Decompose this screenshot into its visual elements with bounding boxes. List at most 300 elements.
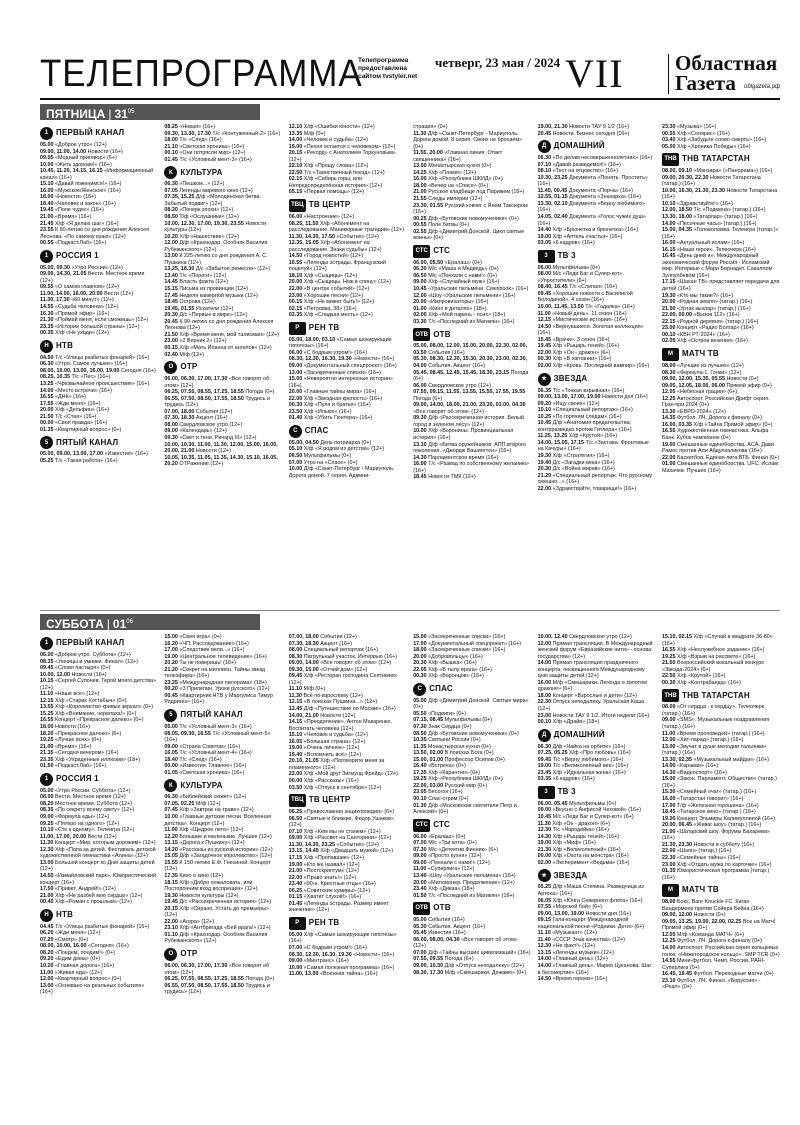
channel-block [413,634,531,680]
program-entry: 18.00 Концерт «Взрослые и дети» (12+) [537,692,638,699]
program-entry: 13.15 «Дорога к Пушкину» (12+) [164,840,245,847]
program-entry: 16.00 «Актуальный ислам» (16+) [662,240,745,247]
program-entry: 13.25, 18.30 Д/с «Забытое ремесло» (12+) [164,266,271,273]
channel-name: ТВ 3 [557,787,576,797]
program-entry: 06.00 Свердловское утро (12+) [413,382,491,389]
program-entry: 15.00, 04.35 «Головоломка. Телеигра (татар.)» (16+) [662,227,779,240]
program-entry: 14.00 «Караваи» (16+) [662,763,719,770]
channel-header [40,773,158,786]
program-entry: 17.35 Х/ф «Карантин» (0+) [413,769,481,776]
program-entry: 06.30 «Пешком...» (12+) [164,181,225,188]
friday-schedule [40,124,780,604]
program-entry: 09.00, 14.30, 21.05 Вести. Местное время (12+) [40,271,145,284]
channel-logo-icon: 1 [40,250,53,263]
channel-block [662,124,780,150]
program-entry: 13.25 «Чрезвычайное происшествие» (16+) [40,380,150,387]
program-entry: 11.00 «Время проповедей» (татар.) (16+) [662,730,765,737]
channel-block [538,373,656,493]
channel-header [538,140,656,153]
program-entry: 17.00 Т/ф «Железная горошина» (16+) [662,802,759,809]
program-entry: 00.20 «З Прилепин. Уроки русского» (12+) [164,686,270,693]
channel-header [662,348,780,361]
program-entry: 08.25, 10.35 Т/с «Пес» (16+) [40,374,111,381]
program-entry: 19.00 Т/с «Великолепный век» (16+) [537,763,629,770]
day-date: 31 [114,107,128,121]
program-entry: 08.50 Д/ф «Бутовские новомученики» (0+) [413,730,519,737]
program-entry: 10.00, 12.40 Свердловское утро (12+) [537,634,632,640]
program-entry: 06.25, 07.55, 08.55, 17.25, 18.55 Погода (0+) [164,976,275,983]
program-entry: 02.55 Д/ф «Димитрий Донской. Цикл святые воины» (0+) [413,228,525,242]
program-entry: 05.00 «Доброе утро» (12+) [40,142,107,148]
program-entry: 00.30 Х/ф «Воронцов» (16+) [413,673,484,680]
program-entry: 22.00 «Шаян» (татар.) (16+) [662,848,732,855]
program-entry: 16.00 «Татарстан говорит» (16+) [662,796,744,803]
program-entry: 19.00 «Песня остается с человеком» (12+) [288,143,396,150]
program-entry: 09.45 Х/ф «Ресторан господина Септимия» (12+) [288,673,398,686]
channel-block [662,348,780,474]
program-entry: 01.40 Х/ф «Убить Гюнтера» (16+) [288,415,373,422]
program-entry: 09.15 Гала-концерт Международной национальной песни «Родники. Дети» (6+) [537,917,645,930]
channel-logo-icon: 5 [164,709,177,722]
program-entry: 13.30 «ЕВРО-2024» (12+) [662,408,726,415]
program-entry: 00.00 «Известия. Главное» (16+) [164,763,247,770]
program-entry: 13.10 Д/ф «Битва оружейников. АПП второго поколения. «Джордж Вашингтон» (16+) [413,441,526,455]
channel-header [413,328,531,341]
program-entry: 08.30 «Формула-1. Гонки» (12+) [662,369,742,376]
channel-block [662,634,780,686]
program-entry: 20.30 Д/с «Первые в мире» (12+) [164,312,248,319]
program-entry: 17.55 «Жди меня» (16+) [40,400,101,407]
program-entry: 11.30, 17.30 «60 минут» (12+) [40,297,114,304]
program-entry: 23.25 «Международная пилорама» (18+) [164,679,267,686]
program-entry: 00.25 «Советские кумиры» (12+) [288,887,371,894]
program-entry: 14.55 Мини-футбол. Чемп. России. PARI-Суперлига (0+) [662,958,765,971]
program-entry: 07.30, 18.30 Акцент (16+) [288,640,352,647]
channel-header [164,948,282,961]
program-entry: 20.00 Х/ф «Сыщицы. Нож в спину» (12+) [288,279,391,286]
program-entry: 05.00 Д/ф «Димитрий Донской. Святые мира» (0+) [413,697,529,711]
program-entry: 22.00 «Агора» (12+) [164,918,215,925]
channel-logo-icon: ТНВ [662,153,679,166]
program-entry: 11.00 «Суперлига» (12+) [413,866,475,873]
program-entry: 15.10, 02.15 Х/ф «Случай в квадрате 36-80» (16+) [662,634,773,647]
program-entry: 03.05 «6 кадров» (16+) [537,240,595,247]
program-entry: 06.05 Х/ф «Юнга Северного флота» (16+) [537,897,643,904]
program-entry: 08.30, 12.30, 16.30, 19.30 «Новости» (16+) [288,356,395,363]
channel-block [40,340,158,434]
program-entry: 11.10 «Музыкант» (12+) [537,930,598,937]
program-entry: 07.00 М/с «Три кота» (0+) [413,840,477,847]
program-entry: 19.30 Х/ф «Стратегия» (16+) [537,452,610,459]
channel-logo-icon: СТС [413,819,430,832]
channel-block [164,634,282,706]
channel-logo-icon: Р [289,322,306,335]
program-entry: 16.45, 19.45 Футбол. Переходные матчи (0+) [662,971,774,978]
channel-name: ОТР [180,949,198,959]
channel-block [413,902,531,976]
program-entry: 05.00, 18.00, 03.10 «Самые шокирующие гипотезы» (16+) [288,336,392,350]
program-entry: 18.00 Т/с «След» (16+) [164,137,222,144]
program-entry: 11.35 Монастырская кухня (0+) [413,743,491,750]
program-entry: 00.15 Х/ф «Мать Иоанна от ангелов» (12+) [164,344,272,351]
program-entry: 07.55, 09.55 Погода (6+) [413,956,474,963]
channel-block [538,869,656,982]
program-entry: 17.15 Х/ф «Пропавшие» (12+) [288,854,365,861]
program-entry: 13.00 «Засекреченные списки» (16+) [288,369,381,376]
program-entry: 18.45 «Татарское кино» (татар.) (16+) [662,809,756,816]
program-entry: 01.35 «Квартирный вопрос» (0+) [40,426,122,433]
program-entry: 23.50 Х/ф «Ильюх» (16+) [288,408,352,415]
channel-header [289,322,407,335]
page-title: ТЕЛЕПРОГРАММА [40,53,363,95]
channel-logo-icon: Д [538,729,551,742]
program-entry: 08.40, 16.45 Т/с «Слепая» (16+) [537,284,618,291]
program-entry: 12.15 «Мистические истории» (16+) [537,317,627,324]
program-entry: 16.05 «Большая страна» (12+) [288,738,366,745]
program-entry: 06.50 М/с «Поехали с нами!» (0+) [413,272,498,279]
program-entry: 06.30 Д/ф «Чайка на орбите» (16+) [537,743,626,750]
program-entry: 16.55 «ДНК» (16+) [40,394,86,401]
program-entry: 15.10 «Давай поженимся!» (16+) [40,181,122,188]
day-name: СУББОТА [46,617,104,631]
program-entry: 13.00 К 225-летию со дня рождения А. С. Пушкина (12+) [164,253,268,266]
channel-name: ТВ ЦЕНТР [308,200,351,210]
program-entry: 16.30 «Прямой эфир» (16+) [40,310,110,317]
channel-name: ДОМАШНИЙ [553,141,605,151]
program-entry: 08.10 «Тест на отцовство» (16+) [537,168,619,175]
program-entry: 19.25 Х/ф «Республика ШКИД» (0+) [413,776,503,783]
program-entry: 00.10 «КВН РТ-2024» (16+) [662,331,730,338]
program-entry: 06.00, 05.45 Мультфильмы (0+) [537,800,617,807]
channel-header [662,689,780,702]
program-entry: 09.25 «Пятеро на одного» (12+) [40,820,120,827]
program-entry: 22.00 Х/ф «Звездная крепость» (16+) [288,395,383,402]
day-month: 06 [126,619,133,625]
program-entry: 22.00 Баскетбол. Единая лига ВТБ. Финал (0+) [662,454,780,461]
program-entry: 12.55, 01.15 Документа «Знахарка» (16+) [537,194,641,201]
program-entry: 23.00 Концерт «Радио Болгар» (16+) [662,325,754,332]
program-entry: 21.00 «Уртак кызлар» (татар.) (16+) [662,305,751,312]
program-entry: 09.00, 20.30, 22.30 Новости Татарстана (татар.) (16+) [662,174,761,188]
program-entry: 07.30 М/с «Детектив Финник» (6+) [413,846,499,853]
program-entry: 09.00, 11.00, 14.00 Новости (16+) [40,148,123,155]
program-entry: 12.05 М/ф «Команда МАТЧ» (6+) [662,931,745,938]
program-entry: 22.00 Х/ф «Мой друг Зигмунд Фрейд» (12+) [288,771,398,778]
program-entry: 05.50 «Подвиги» (0+) [413,710,467,717]
program-entry: 10.00, 12.30, 17.00, 19.30, 23.55 Новости культуры (12+) [164,220,267,234]
program-entry: 11.10 М/ф (0+) [288,686,326,693]
program-entry: 09.00 «Минтранс» (16+) [288,958,349,965]
program-entry: 19.30 Новости культуры (12+) [164,892,239,899]
program-entry: 08.20 «Почерк эпохи» (12+) [164,207,234,214]
program-entry: 00.55 «Подкаст.Лаб» (16+) [40,240,107,247]
program-entry: 01.50 «Подкаст.Лаб» (16+) [40,763,107,770]
program-entry: 23.40 Х/ф «Дикаа» (18+) [413,886,475,893]
program-entry: 14.45 Власть факта (12+) [164,279,229,286]
program-entry: 09.00, 13.00, 19.00 Новости дня (16+) [537,910,632,917]
channel-header [413,902,531,915]
page-number: VII [565,51,624,96]
program-entry: 13.30, 02.35 «Музыкальный майдан» (16+) [662,756,769,763]
channel-block [289,634,407,791]
channel-name: РЕН ТВ [308,322,340,332]
channel-block [662,689,780,881]
schedule-column [538,634,656,1112]
program-entry: 00.10 Спас-стрим (0+) [413,796,469,803]
program-entry: 09.05 «Модный приговор» (6+) [40,155,117,162]
program-entry: 19.00 «Центральное телевидение» (16+) [164,653,267,660]
program-entry: 16.55 Художественная гимнастика. Альфа Банк. Кубок чемпионок (0+) [662,428,769,441]
program-entry: 01.45 «Легенды эстрады. Размер имеет значение» (12+) [288,900,389,914]
program-entry: 08.00 М/с «Леди Баг и Супер-кот». «Упростители» (6+) [537,271,624,284]
program-entry: 14.00 «Человек и судьба» (12+) [288,137,368,144]
program-entry: 06.00 «С бодрым утром!» (16+) [288,349,367,356]
channel-name: СПАС [304,426,329,436]
program-entry: 08.00 «Лучшие из лучших» (12+) [662,362,744,369]
program-entry: 21.50 Т/с «Стая» (16+) [40,413,97,420]
program-entry: 10.00, 10.30, 11.00, 11.30, 12.00, 15.00, 16.00, 20.00, 21.00 Новости (12+) [164,441,278,455]
program-entry: 12.10 Х/ф «Ошибки юности» (12+) [288,124,375,130]
channel-header [40,637,158,650]
program-entry: 08.25, 11.50 Х/ф «Абонемент на расследование. Маникюрные трагедии» (12+) [288,220,405,234]
program-entry: 19.00 Смешанные единоборства. ACA. Дави Рамос против Али Абдулхаликова (16+) [662,441,774,455]
program-entry: 11.25, 13.25 Х/ф «Крутой» (16+) [537,433,618,440]
channel-block [662,153,780,345]
program-entry: 09.30 «Свет и тени. Ричард III» (12+) [164,434,257,441]
channel-logo-icon: Р [289,917,306,930]
program-entry: 09.00 Х/ф «Случайный муж» (16+) [413,279,500,286]
program-entry: 13.55 Х/ф «Королевство кривых зеркал» (0+) [40,704,154,711]
channel-name: ОТР [180,362,198,372]
program-entry: 13.30, 18.00 «Татарлар» (татар.) (16+) [662,214,758,221]
program-entry: 01.15 «Хватит слухов!» (16+) [288,894,362,901]
program-entry: 21.00 «Время» (16+) [40,743,92,750]
program-entry: 19.40 Д/с «Загадки века» (16+) [537,459,615,466]
program-entry: 10.00, 11.45, 13.50 Т/с «Гадалка» (16+) [537,304,635,311]
program-entry: 20.00 Х/ф «Дельфин» (16+) [40,407,110,414]
program-entry: 09.45 Т/с «Верну любимого» (16+) [537,756,624,763]
program-entry: 12.00, 18.50 Т/с «Подмена» (татар.) (16+) [662,207,766,214]
channel-block [289,199,407,319]
program-entry: 06.50 «Святые и близкие. Федор Ушаков» (12+) [288,815,394,829]
channel-block [40,436,158,464]
program-entry: 08.00 Бокс. Bare Knuckle FC. Киган Вандермеер против Сойера Бейна (16+) [662,899,764,912]
channel-block [538,140,656,247]
channel-header [413,683,531,696]
program-entry: 09.05, 13.25, 19.00, 22.00, 02.25 Все на Матч! Прямой эфир (0+) [662,918,776,932]
channel-name: СТС [433,819,451,829]
program-entry: 18.10 Х/ф «Сыщицы» (12+) [288,272,358,279]
program-entry: 00.15 Х/ф «Не может быть!» (12+) [288,299,375,306]
day-month: 05 [127,109,135,115]
program-entry: 15.15 Письма из провинции (12+) [164,286,249,293]
channel-name: ПЯТЫЙ КАНАЛ [56,437,119,447]
program-entry: 23.10 Футбол. ЛЧ. Финал. «Боруссия» - «Реал» (0+) [662,977,761,991]
channel-header [538,729,656,742]
channel-logo-icon: ТНВ [662,689,679,702]
program-entry: 02.00 Х/ф «Кровь. Последний вампир» (16+) [537,362,650,369]
channel-header [40,909,158,922]
channel-header [164,361,282,374]
channel-name: ПЕРВЫЙ КАНАЛ [56,128,125,138]
program-entry: 07.00 Д/ф «Тайны высших цивилизаций» (16+) [413,949,531,956]
program-entry: 03.35 «6 кадров» (16+) [537,776,595,783]
program-entry: 00.25 Д/ф «Бутовские новомученики» (0+) [413,215,519,222]
channel-header [289,199,407,212]
program-entry: 00.30 Х/ф «Контрабанда» (16+) [662,679,741,686]
channel-logo-icon: М [662,348,679,361]
program-entry: 08.35 «Умницы и умники. Финал» (12+) [40,658,138,665]
program-entry: 15.00 «Своя игра» (0+) [164,634,222,640]
program-entry: 16.15 «Наши герои». Телеочерк (16+) [662,246,756,253]
channel-header [289,794,407,807]
program-entry: 09.00 «Формула еды» (12+) [40,814,110,821]
program-entry: 05.00 События (16+) [413,917,465,924]
program-entry: 00.35 Х/ф «Не уходи» (12+) [40,330,110,337]
program-entry: 09.45 «Слово пастыря» (0+) [40,665,111,672]
program-entry: 12.15 «В поисках Пушкина...» (12+) [288,699,378,706]
program-entry: 08.00, 09.10 «Манзара» («Панорама») (16+) [662,168,773,175]
program-entry: 03.30 Т/с «Последний из Магикян» (16+) [413,318,515,325]
schedule-column [413,634,531,1112]
program-entry: 13.00 Большой концерт ко Дню защиты детей (12+) [40,859,155,873]
channel-name: МАТЧ ТВ [682,885,719,895]
program-entry: 15.55 К 150-летию Е.Ф. Гнесиной. Концерт (12+) [164,859,271,873]
program-entry: 04.50 Т/с «Улицы разбитых фонарей» (16+) [40,354,150,361]
program-entry: 21.35 «Сегодня вечером» (16+) [40,750,119,757]
program-entry: 19.00 «Кто же назвал» (12+) [288,861,360,868]
program-entry: 01.00 Смешанные единоборства. UFC. Ислам Махачев. Пучшее (16+) [662,461,778,474]
program-entry: 05.00 «Утро России. Суббота» (12+) [40,787,131,794]
channel-name: ОТВ [433,903,451,913]
program-entry: 18.45 Острова (12+) [164,299,215,306]
program-entry: 00.10 Х/ф «Драйв» (18+) [537,719,600,726]
program-entry: 11.30 Х/ф «Он - дракон» (6+) [537,820,611,827]
program-entry: 20.15 Х/ф «Сирано. Устать до премьеры» (12+) [164,905,270,919]
program-entry: 20.45 Новости. Бизнес сегодня (16+) [537,130,630,137]
channel-block [413,124,531,242]
program-entry: 21.00 Русское кладбище под Парижем (16+) [413,189,525,196]
program-entry: 19.45 Д/с «Рассекреченная история» (12+) [164,899,272,906]
program-entry: 07.45 Х/ф «Завтрак на траве» (12+) [164,807,254,814]
channel-block [289,917,407,978]
program-entry: 16.00 Т/с «Развод по собственному желанию» (16+) [413,461,529,474]
program-entry: 11.45, 00.45 Документа «Порча» (16+) [537,187,633,194]
program-entry: 09.00, 14.00 «Все говорят об этом» (12+) [288,660,392,667]
program-entry: 05.25 Д/ф «Маша Степина. Разведчица из Артека» (16+) [537,884,644,897]
program-entry: 17.00 «Документальный спецпроект» (16+) [413,640,522,647]
channel-logo-icon: ОТВ [413,902,430,915]
program-entry: 10.30, 23.25 Документа «Понять. Простить» (16+) [537,174,648,188]
program-entry: 13.30, 02.10 Документа «Верну любимого» (16+) [537,200,646,214]
program-entry: 10.00, 12.00 Новости (16+) [40,671,107,678]
channel-block [538,786,656,866]
program-entry: 19.00 Концерт Эльмиры Калимуллиной (16+) [662,815,775,822]
program-entry: 22.15 «Родной деревня» (татар.) (16+) [662,318,759,325]
program-entry: 12.45 Д/ф «Путешествие по Москве» (16+) [288,706,396,713]
channel-block [413,819,531,899]
program-entry: 19.00 Х/ф «Миф» (16+) [537,840,596,847]
channel-header [164,709,282,722]
channel-name: МАТЧ ТВ [682,349,719,359]
channel-name: СПАС [429,684,453,694]
program-entry: 09.05, 12.05, 18.00, 06.00 Прямой эфир (0+) [662,382,772,389]
program-entry: 13.40 Т/с «Пороги» (12+) [164,272,227,279]
program-entry: 14.30 «Видеоспорт» (16+) [662,769,727,776]
program-entry: 00.10 «Они потрясли мир» (12+) [164,150,246,157]
program-entry: 16.55 Х/ф «Неслужебное задание» (16+) [662,647,765,654]
program-entry: 08.20 Местное время. Суббота (12+) [40,800,133,807]
channel-header [662,884,780,897]
program-entry: 05.25 Т/с «Такая работа» (16+) [40,457,118,464]
program-entry: 10.00 Х/ф «Воронины. Провинциальная история» (16+) [413,428,514,441]
program-entry: 22.00, 03.00 Русский мир (0+) [413,782,488,789]
program-entry: 18.40 Т/с «След» (16+) [164,756,222,763]
program-entry: 23.00 «Хорошие песни» (12+) [288,292,363,299]
program-entry: 15.25 Х/ф «Внимание, черепаха!» (0+) [40,710,137,717]
program-entry: 07.05, 02.25 М/ф (12+) [164,800,221,807]
program-entry: 02.35 Х/ф «Сладкая месть» (12+) [288,312,373,319]
program-entry: 10.00 Д/ф «Санкт-Петербург - Мариуполь. Дорога домой. 7 серия. Админи- [288,466,395,479]
program-entry: 05.00 Т/с «Условный мент-3» (16+) [164,724,252,731]
program-entry: 13.00 «Звучат в душе мелодии тальянки» (татар.) (16+) [662,743,767,757]
program-entry: 21.50 Х/ф «Время меня, мой талисман» (12+) [164,331,280,338]
channel-block [289,322,407,422]
channel-name: ТВ 3 [557,250,576,260]
program-entry: 18.00 «Новости» (16+) [40,194,97,201]
program-entry: 09.00, 12.00 Новости (0+) [662,912,726,919]
channel-header [289,425,407,438]
program-entry: 01.00 «Кино в деталях» (18+) [413,305,487,312]
schedule-column [662,124,780,604]
program-entry: 10.25 «По горячим следам» (16+) [537,413,622,420]
program-entry: 07.10 «Давай разведемся!» (16+) [537,161,621,168]
program-entry: 22.50 Т/с «Таинственный поезд» (12+) [288,169,385,176]
program-entry: 23.55 К 90-летию со дня рождения Алексея Леонова. «По самому краю» (12+) [40,227,150,240]
program-entry: 20.00 «Главные тайны мира» (16+) [288,389,377,396]
program-entry: 21.00 Х/ф «Не разбей мое сердце» (12+) [40,892,143,899]
channel-name: ПЯТЫЙ КАНАЛ [180,710,243,720]
program-entry: 22.00, 00.00 «Вызов 112» (16+) [662,312,740,319]
program-entry: 16.00 «Мужское/Женское» (16+) [40,187,121,194]
source-note: Телепрограмма предоставлена сайтом tvstyler.net [358,57,418,80]
program-entry: 09.45 «Хорошие новости с Василисой Володиной». 4 сезон (16+) [537,290,633,304]
program-entry: 09.55 «О самом главном» (12+) [40,284,120,291]
channel-block [538,250,656,370]
program-entry: 05.00 Х/ф «Хроника Победы» (16+) [662,143,751,150]
program-entry: 14.25 Х/ф «Пламя» (12+) [413,169,477,176]
program-entry: 11.00 Х/ф «Щедрое лето» (12+) [164,827,244,834]
channel-block [164,779,282,945]
channel-logo-icon: ★ [538,373,551,386]
program-entry: 09.20 «Едим дома» (0+) [40,956,101,963]
program-entry: 02.00 «Эксперимент «Ведьма» (16+) [537,859,630,866]
program-entry: 06.00 «Доброе утро. Суббота» (12+) [40,652,131,658]
program-entry: 23.40 «90-е. Крестные отцы» (16+) [288,881,376,888]
channel-header [289,917,407,930]
program-entry: 04.45 Т/с «Улицы разбитых фонарей» (16+) [40,923,150,930]
program-entry: 00.00 Х/ф «Охота на монстра» (16+) [537,853,629,860]
program-entry: 14.00 «Главный день». Мария Цуканова. Шаг в бессмертие» (16+) [537,962,652,976]
program-entry: 05.15 «Первая помощь» (12+) [288,189,364,196]
program-entry: 05.30 События. Акцент (16+) [413,923,486,930]
program-entry: 15.00 «Засекреченные списки» (16+) [413,634,506,640]
program-entry: 18.00 Новости (16+) [40,724,91,731]
program-entry: 12.15 Х/ф «Старик Хоттабыч» (0+) [40,697,127,704]
channel-block [40,773,158,906]
program-entry: 20.10, 21.05 Х/ф «Поговорите меня за пламенного» (12+) [288,758,385,771]
channel-name: ДОМАШНИЙ [553,729,605,739]
